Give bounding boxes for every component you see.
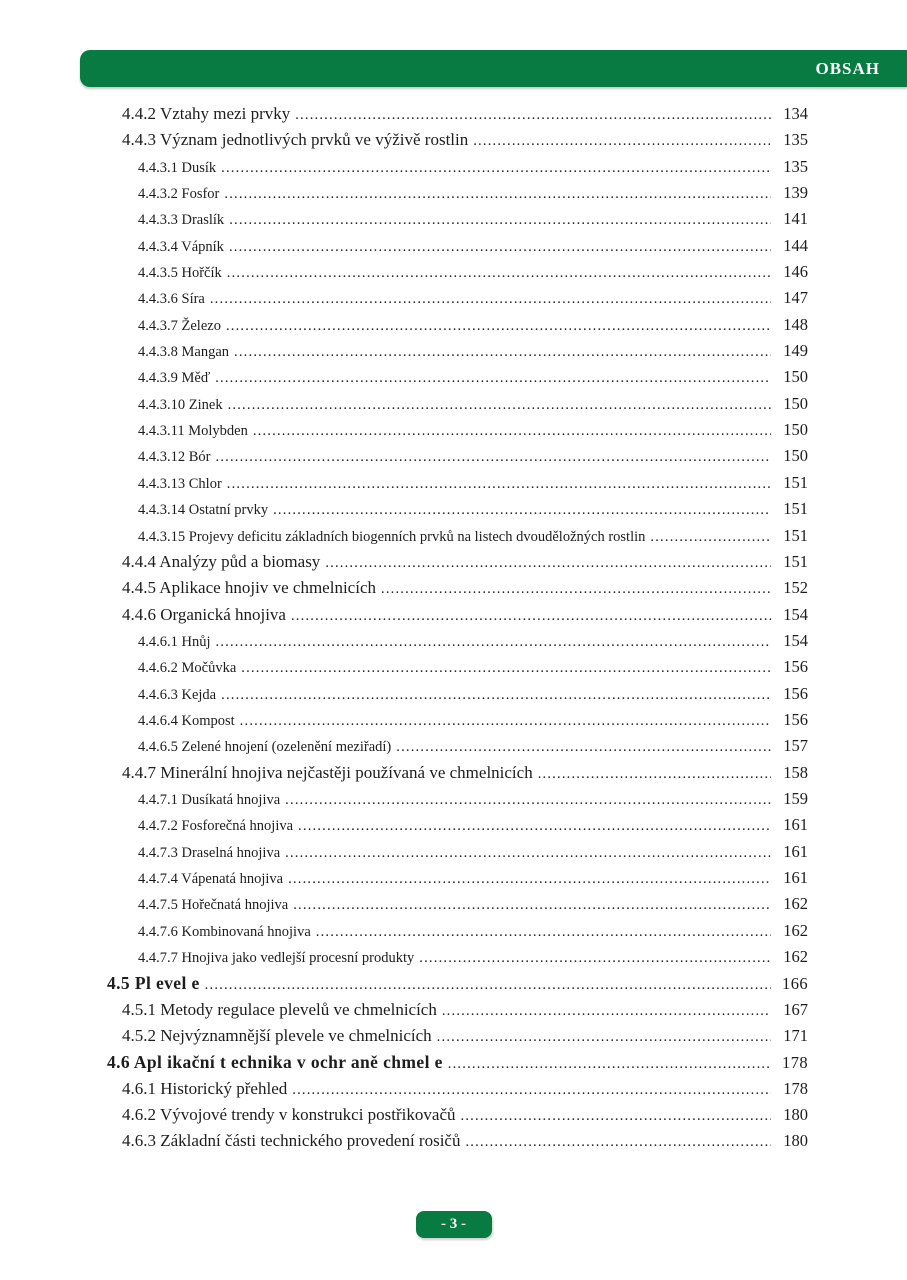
toc-entry-title: 4.5.1 Metody regulace plevelů ve chmelnicích <box>122 999 437 1019</box>
toc-entry <box>107 1131 808 1157</box>
toc-entry <box>107 1105 808 1131</box>
toc-entry <box>107 236 808 262</box>
toc-leader-dots <box>473 133 771 150</box>
toc-entry <box>107 130 808 156</box>
toc-entry <box>107 394 808 420</box>
toc-entry-title: 4.4.3.8 Mangan <box>138 344 230 361</box>
toc-entry <box>107 367 808 393</box>
toc-entry-page: 148 <box>783 314 808 334</box>
toc-entry-page: 157 <box>783 736 808 756</box>
toc-entry-page: 152 <box>783 578 808 598</box>
toc-leader-dots <box>295 107 771 124</box>
toc-leader-dots <box>221 687 771 704</box>
toc-entry-title: 4.4.3.10 Zinek <box>138 396 223 413</box>
toc-entry-page: 162 <box>783 894 808 914</box>
toc-entry-title: 4.4.2 Vztahy mezi prvky <box>122 104 291 123</box>
toc-entry-title: 4.4.3.14 Ostatní prvky <box>138 502 269 519</box>
toc-entry-title: 4.5 Pl evel e <box>107 973 200 994</box>
toc-entry <box>107 209 808 235</box>
toc-entry-page: 135 <box>783 130 808 150</box>
toc-entry <box>107 973 808 999</box>
toc-entry <box>107 420 808 446</box>
toc-leader-dots <box>227 265 771 282</box>
toc-leader-dots <box>285 845 771 862</box>
toc-leader-dots <box>205 977 771 994</box>
toc-entry <box>107 104 808 130</box>
toc-entry <box>107 710 808 736</box>
toc-entry-page: 180 <box>783 1105 808 1125</box>
toc-entry-page: 171 <box>783 1026 808 1046</box>
toc-entry-title: 4.4.3 Význam jednotlivých prvků ve výživě rostlin <box>122 130 469 150</box>
toc-leader-dots <box>210 291 771 308</box>
toc-leader-dots <box>229 239 771 256</box>
toc-entry-page: 167 <box>783 999 808 1019</box>
toc-entry-title: 4.4.6.5 Zelené hnojení (ozelenění meziřadí) <box>138 739 392 756</box>
toc-entry <box>107 288 808 314</box>
toc-leader-dots <box>234 344 771 361</box>
toc-leader-dots <box>227 476 771 493</box>
toc-entry-page: 156 <box>783 709 808 729</box>
page-number-label: - 3 - <box>441 1216 466 1232</box>
toc-entry-title: 4.4.7.1 Dusíkatá hnojiva <box>138 791 281 808</box>
toc-entry-title: 4.4.7.4 Vápenatá hnojiva <box>138 870 284 887</box>
toc-entry-page: 151 <box>783 551 808 571</box>
toc-leader-dots <box>292 1082 771 1099</box>
toc-entry-title: 4.4.3.2 Fosfor <box>138 186 220 203</box>
toc-entry-title: 4.4.7 Minerální hnojiva nejčastěji používaná ve chmelnicích <box>122 762 533 782</box>
toc-entry-title: 4.4.4 Analýzy půd a biomasy <box>122 551 321 571</box>
toc-entry-page: 151 <box>783 499 808 519</box>
toc-leader-dots <box>221 160 771 177</box>
toc-entry <box>107 631 808 657</box>
toc-entry-page: 158 <box>783 762 808 782</box>
toc-entry-page: 156 <box>783 657 808 677</box>
toc-entry-page: 159 <box>783 788 808 808</box>
toc-entry-title: 4.4.6.1 Hnůj <box>138 633 211 650</box>
toc-entry-title: 4.4.6.3 Kejda <box>138 686 217 703</box>
toc-entry <box>107 315 808 341</box>
toc-entry-title: 4.4.3.5 Hořčík <box>138 265 222 282</box>
toc-entry-page: 154 <box>783 604 808 624</box>
toc-leader-dots <box>298 818 771 835</box>
toc-entry <box>107 868 808 894</box>
toc-entry <box>107 526 808 552</box>
toc-entry-title: 4.6.3 Základní části technického provedení rosičů <box>122 1131 461 1151</box>
toc-leader-dots <box>228 397 771 414</box>
toc-leader-dots <box>396 739 771 756</box>
toc-leader-dots <box>216 634 772 651</box>
toc-entry-title: 4.5.2 Nejvýznamnější plevele ve chmelnicích <box>122 1026 432 1046</box>
toc-entry <box>107 446 808 472</box>
toc-entry-title: 4.4.3.7 Železo <box>138 317 221 334</box>
toc-leader-dots <box>293 897 771 914</box>
toc-leader-dots <box>461 1108 771 1125</box>
toc-entry <box>107 736 808 762</box>
toc-leader-dots <box>291 608 771 625</box>
toc-leader-dots <box>325 555 771 572</box>
toc-entry <box>107 1000 808 1026</box>
toc-entry-page: 150 <box>783 420 808 440</box>
toc-entry-title: 4.4.6 Organická hnojiva <box>122 604 286 624</box>
toc-entry-page: 162 <box>783 947 808 966</box>
toc-entry-title: 4.4.6.4 Kompost <box>138 712 235 729</box>
toc-entry-title: 4.6.2 Vývojové trendy v konstrukci postřikovačů <box>122 1105 456 1125</box>
toc-leader-dots <box>381 581 771 598</box>
toc-entry-title: 4.4.3.1 Dusík <box>138 159 217 176</box>
toc-entry <box>107 763 808 789</box>
toc-entry-title: 4.6.1 Historický přehled <box>122 1078 288 1098</box>
toc-leader-dots <box>241 660 771 677</box>
toc-entry-page: 134 <box>783 104 808 123</box>
toc-entry-page: 139 <box>783 183 808 203</box>
toc-entry <box>107 262 808 288</box>
toc-entry-title: 4.4.3.11 Molybden <box>138 423 248 440</box>
toc-entry-page: 135 <box>783 156 808 176</box>
toc-leader-dots <box>465 1134 771 1151</box>
toc-entry <box>107 499 808 525</box>
toc-entry <box>107 921 808 947</box>
toc-entry-page: 178 <box>783 1078 808 1098</box>
toc-entry-title: 4.4.3.13 Chlor <box>138 475 222 492</box>
toc-entry <box>107 684 808 710</box>
toc-entry-page: 180 <box>783 1131 808 1151</box>
toc-entry <box>107 894 808 920</box>
toc-entry-title: 4.6 Apl ikační t echnika v ochr aně chmel e <box>107 1052 443 1073</box>
toc-entry-page: 144 <box>783 235 808 255</box>
toc-entry-title: 4.4.7.3 Draselná hnojiva <box>138 844 281 861</box>
toc-leader-dots <box>285 792 771 809</box>
toc-leader-dots <box>226 318 771 335</box>
toc-leader-dots <box>216 449 772 466</box>
toc-entry-title: 4.4.3.15 Projevy deficitu základních biogenních prvků na listech dvouděložných rostlin <box>138 528 646 545</box>
toc-entry <box>107 183 808 209</box>
page-number-badge <box>416 1211 492 1238</box>
toc-leader-dots <box>253 423 771 440</box>
toc-entry <box>107 1052 808 1078</box>
toc-leader-dots <box>442 1003 771 1020</box>
toc-entry-page: 141 <box>783 209 808 229</box>
toc-entry-title: 4.4.3.12 Bór <box>138 449 211 466</box>
toc-entry <box>107 842 808 868</box>
toc-list <box>107 104 808 1158</box>
toc-entry-title: 4.4.5 Aplikace hnojiv ve chmelnicích <box>122 578 376 598</box>
toc-entry-page: 166 <box>782 974 808 994</box>
toc-leader-dots <box>316 924 771 941</box>
page-title: OBSAH <box>815 58 880 78</box>
toc-entry-title: 4.4.7.2 Fosforečná hnojiva <box>138 818 294 835</box>
toc-entry <box>107 657 808 683</box>
toc-entry-page: 147 <box>783 288 808 308</box>
toc-entry <box>107 552 808 578</box>
toc-entry-title: 4.4.3.3 Draslík <box>138 212 225 229</box>
toc-entry <box>107 157 808 183</box>
toc-leader-dots <box>650 529 771 546</box>
toc-entry-page: 161 <box>783 815 808 835</box>
toc-entry-page: 156 <box>783 683 808 703</box>
toc-leader-dots <box>240 713 771 730</box>
toc-entry-page: 150 <box>783 446 808 466</box>
toc-entry-page: 162 <box>783 920 808 940</box>
toc-leader-dots <box>229 212 771 229</box>
toc-entry-page: 149 <box>783 341 808 361</box>
toc-entry-title: 4.4.3.4 Vápník <box>138 238 224 255</box>
toc-entry <box>107 815 808 841</box>
toc-leader-dots <box>224 186 771 203</box>
toc-entry-page: 178 <box>782 1053 808 1073</box>
toc-entry-page: 161 <box>783 841 808 861</box>
header-bar <box>80 50 907 87</box>
toc-entry <box>107 1079 808 1105</box>
toc-leader-dots <box>448 1056 771 1073</box>
toc-leader-dots <box>288 871 771 888</box>
toc-entry <box>107 341 808 367</box>
toc-entry-title: 4.4.6.2 Močůvka <box>138 660 237 677</box>
toc-leader-dots <box>215 370 771 387</box>
toc-entry-page: 150 <box>783 367 808 387</box>
toc-leader-dots <box>273 502 771 519</box>
toc-leader-dots <box>538 766 771 783</box>
toc-entry-page: 146 <box>783 262 808 282</box>
toc-entry-title: 4.4.7.6 Kombinovaná hnojiva <box>138 923 311 940</box>
toc-entry-title: 4.4.7.5 Hořečnatá hnojiva <box>138 897 289 914</box>
toc-entry <box>107 1026 808 1052</box>
toc-entry-page: 151 <box>783 472 808 492</box>
toc-entry <box>107 473 808 499</box>
toc-entry-title: 4.4.3.9 Měď <box>138 370 211 387</box>
toc-entry-page: 151 <box>783 525 808 545</box>
toc-leader-dots <box>437 1029 771 1046</box>
toc-entry <box>107 605 808 631</box>
toc-entry <box>107 578 808 604</box>
toc-entry-page: 154 <box>783 630 808 650</box>
toc-entry-page: 161 <box>783 867 808 887</box>
toc-entry-page: 150 <box>783 393 808 413</box>
toc-entry <box>107 789 808 815</box>
toc-entry <box>107 947 808 973</box>
toc-entry-title: 4.4.3.6 Síra <box>138 291 205 308</box>
toc-entry-title: 4.4.7.7 Hnojiva jako vedlejší procesní produkty <box>138 950 415 966</box>
toc-leader-dots <box>419 950 771 967</box>
